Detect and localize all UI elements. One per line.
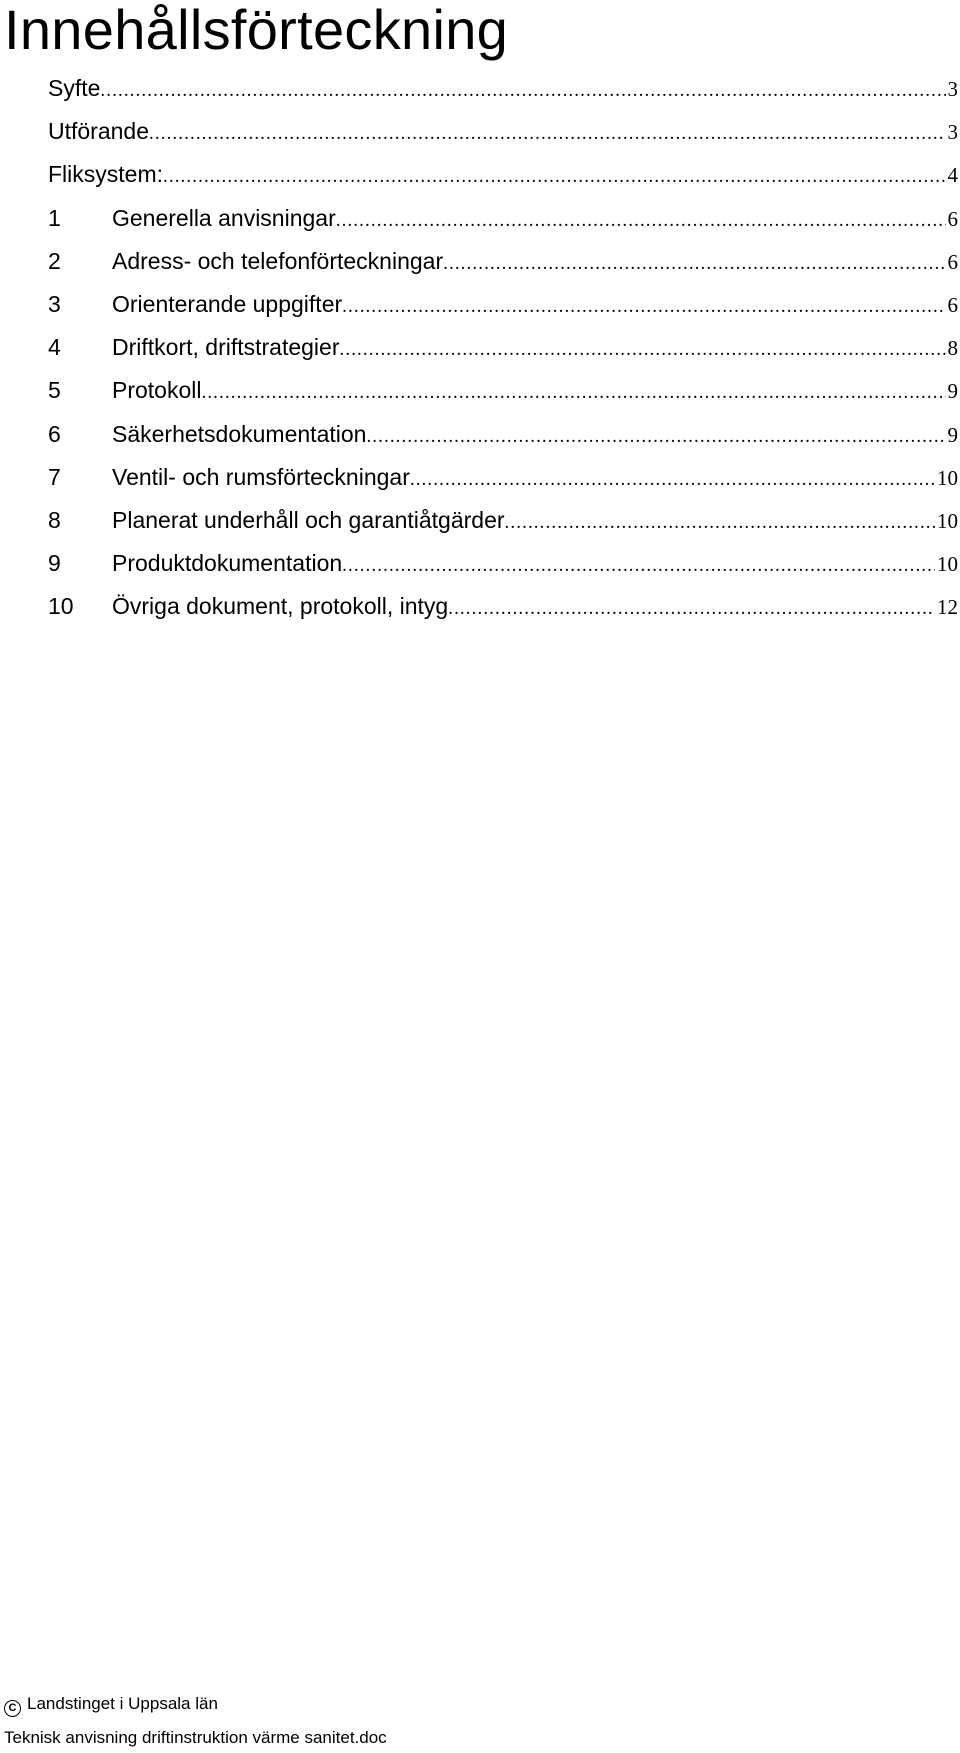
toc-entry-page: 6 — [947, 206, 958, 231]
toc-entry-label: Säkerhetsdokumentation — [112, 420, 367, 447]
toc-dot-leader — [149, 112, 945, 155]
toc-entry-label: Utförande — [48, 118, 150, 145]
toc-dot-leader — [342, 285, 945, 328]
toc-entry-page: 12 — [937, 595, 958, 620]
toc-entry-page: 10 — [937, 552, 958, 577]
toc-entry-label: Övriga dokument, protokoll, intyg — [112, 593, 449, 620]
toc-entry-page: 8 — [947, 336, 958, 361]
toc-entry-number: 10 — [48, 593, 74, 620]
toc-entry-label: Generella anvisningar — [112, 204, 336, 231]
toc-entry[interactable] — [48, 283, 958, 326]
toc-entry[interactable] — [48, 110, 958, 153]
toc-dot-leader — [448, 587, 935, 630]
copyright-icon: C — [4, 1700, 21, 1717]
toc-entry[interactable] — [48, 585, 958, 628]
toc-entry-label: Syfte — [48, 75, 101, 101]
toc-entry-page: 10 — [937, 465, 958, 490]
toc-dot-leader — [342, 544, 935, 587]
toc-entry-label: Planerat underhåll och garantiåtgärder — [112, 506, 505, 533]
toc-entry-label: Ventil- och rumsförteckningar — [112, 463, 410, 490]
toc-dot-leader — [163, 155, 946, 198]
toc-entry[interactable] — [48, 326, 958, 369]
toc-dot-leader — [336, 199, 946, 242]
toc-dot-leader — [340, 328, 946, 371]
toc-entry-number: 3 — [48, 290, 61, 317]
toc-entry-label: Orienterande uppgifter — [112, 290, 343, 317]
toc-entry-page: 6 — [947, 249, 958, 274]
toc-dot-leader — [443, 242, 945, 285]
toc-dot-leader — [100, 69, 945, 112]
toc-entry-number: 8 — [48, 506, 61, 533]
footer-organization: Landstinget i Uppsala län — [27, 1694, 218, 1713]
toc-entry-number: 9 — [48, 550, 61, 577]
toc-entry-page: 10 — [937, 508, 958, 533]
toc-entry[interactable] — [48, 67, 958, 110]
toc-entry[interactable] — [48, 499, 958, 542]
footer-filename: Teknisk anvisning driftinstruktion värme sanitet.doc — [4, 1728, 387, 1747]
document-title: Innehållsförteckning — [4, 0, 509, 61]
toc-entry[interactable] — [48, 240, 958, 283]
toc-entry[interactable] — [48, 542, 958, 585]
toc-entry-label: Fliksystem: — [48, 161, 163, 188]
toc-dot-leader — [410, 458, 935, 501]
toc-entry-label: Adress- och telefonförteckningar — [112, 247, 444, 274]
toc-dot-leader — [505, 501, 935, 544]
toc-entry-number: 1 — [48, 204, 61, 231]
toc-entry-page: 9 — [947, 422, 958, 447]
toc-entry-number: 6 — [48, 420, 61, 447]
toc-entry-number: 5 — [48, 377, 61, 404]
toc-entry[interactable] — [48, 369, 958, 412]
toc-entry-number: 4 — [48, 334, 61, 361]
toc-entry-label: Protokoll — [112, 377, 202, 404]
footer-organization-line — [4, 1694, 218, 1717]
toc-entry-number: 7 — [48, 463, 61, 490]
toc-entry-page: 4 — [947, 163, 958, 188]
toc-dot-leader — [366, 415, 945, 458]
toc-entry-number: 2 — [48, 247, 61, 274]
toc-entry[interactable] — [48, 153, 958, 196]
toc-entry-page: 3 — [947, 77, 958, 101]
table-of-contents — [48, 67, 958, 628]
toc-entry[interactable] — [48, 197, 958, 240]
toc-entry-label: Driftkort, driftstrategier — [112, 334, 340, 361]
toc-entry[interactable] — [48, 413, 958, 456]
toc-entry-page: 3 — [947, 120, 958, 145]
toc-dot-leader — [201, 371, 945, 414]
toc-entry[interactable] — [48, 456, 958, 499]
toc-entry-page: 9 — [947, 379, 958, 404]
toc-entry-page: 6 — [947, 292, 958, 317]
toc-entry-label: Produktdokumentation — [112, 550, 343, 577]
